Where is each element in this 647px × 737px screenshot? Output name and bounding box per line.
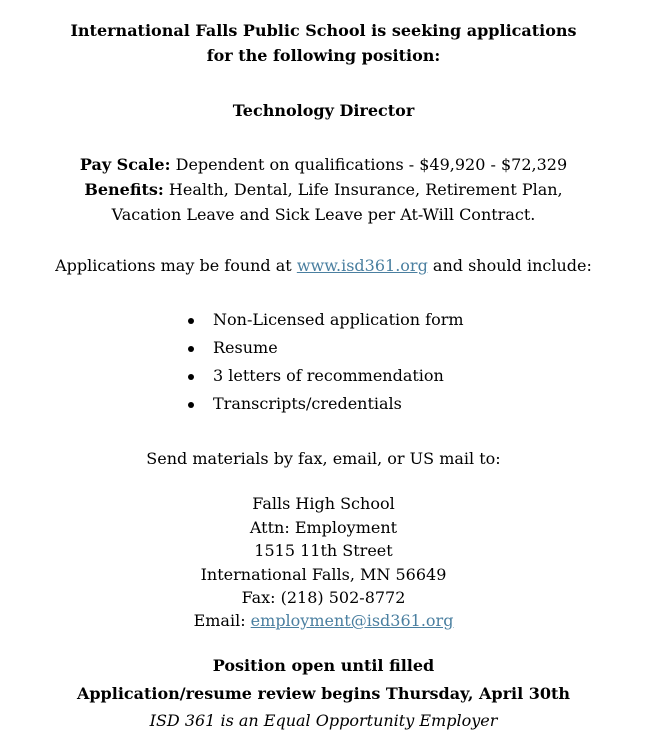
position-title: Technology Director xyxy=(232,101,415,120)
list-item xyxy=(186,366,464,394)
benefits-value: Health, Dental, Life Insurance, Retirement Plan, xyxy=(168,180,563,199)
benefits-label: Benefits: xyxy=(84,180,164,199)
benefits-line-1 xyxy=(0,180,647,200)
list-item-label: 3 letters of recommendation xyxy=(213,366,444,385)
list-item xyxy=(186,310,464,338)
applications-suffix: and should include: xyxy=(432,256,592,275)
bullet-icon xyxy=(188,402,194,408)
pay-scale-label: Pay Scale: xyxy=(79,155,171,174)
email-link[interactable]: employment@isd361.org xyxy=(250,611,454,630)
address-name: Falls High School xyxy=(252,494,395,513)
bullet-icon xyxy=(188,374,194,380)
bullet-icon xyxy=(188,346,194,352)
address-city: International Falls, MN 56649 xyxy=(200,565,447,584)
address-street: 1515 11th Street xyxy=(254,541,393,560)
requirements-list xyxy=(186,310,464,422)
pay-scale-value: Dependent on qualifications - $49,920 - $72,329 xyxy=(175,155,568,174)
benefits-line-2: Vacation Leave and Sick Leave per At-Will Contract. xyxy=(111,205,536,224)
applications-line xyxy=(0,256,647,276)
position-open-note: Position open until filled xyxy=(212,656,435,675)
list-item xyxy=(186,338,464,366)
website-link[interactable]: www.isd361.org xyxy=(296,256,428,275)
list-item-label: Resume xyxy=(213,338,278,357)
address-fax: Fax: (218) 502-8772 xyxy=(241,588,406,607)
send-instructions: Send materials by fax, email, or US mail to: xyxy=(146,449,501,468)
applications-prefix: Applications may be found at xyxy=(55,256,292,275)
pay-scale-line xyxy=(0,155,647,175)
email-label: Email: xyxy=(193,611,246,630)
address-attn: Attn: Employment xyxy=(249,518,398,537)
review-date-note: Application/resume review begins Thursday, April 30th xyxy=(76,684,571,703)
list-item-label: Non-Licensed application form xyxy=(213,310,464,329)
header-line-2: for the following position: xyxy=(206,46,441,65)
list-item xyxy=(186,394,464,422)
header-line-1: International Falls Public School is seeking applications xyxy=(70,21,577,40)
bullet-icon xyxy=(188,318,194,324)
address-email-line xyxy=(0,611,647,631)
eoe-statement: ISD 361 is an Equal Opportunity Employer xyxy=(149,711,498,730)
list-item-label: Transcripts/credentials xyxy=(213,394,402,413)
